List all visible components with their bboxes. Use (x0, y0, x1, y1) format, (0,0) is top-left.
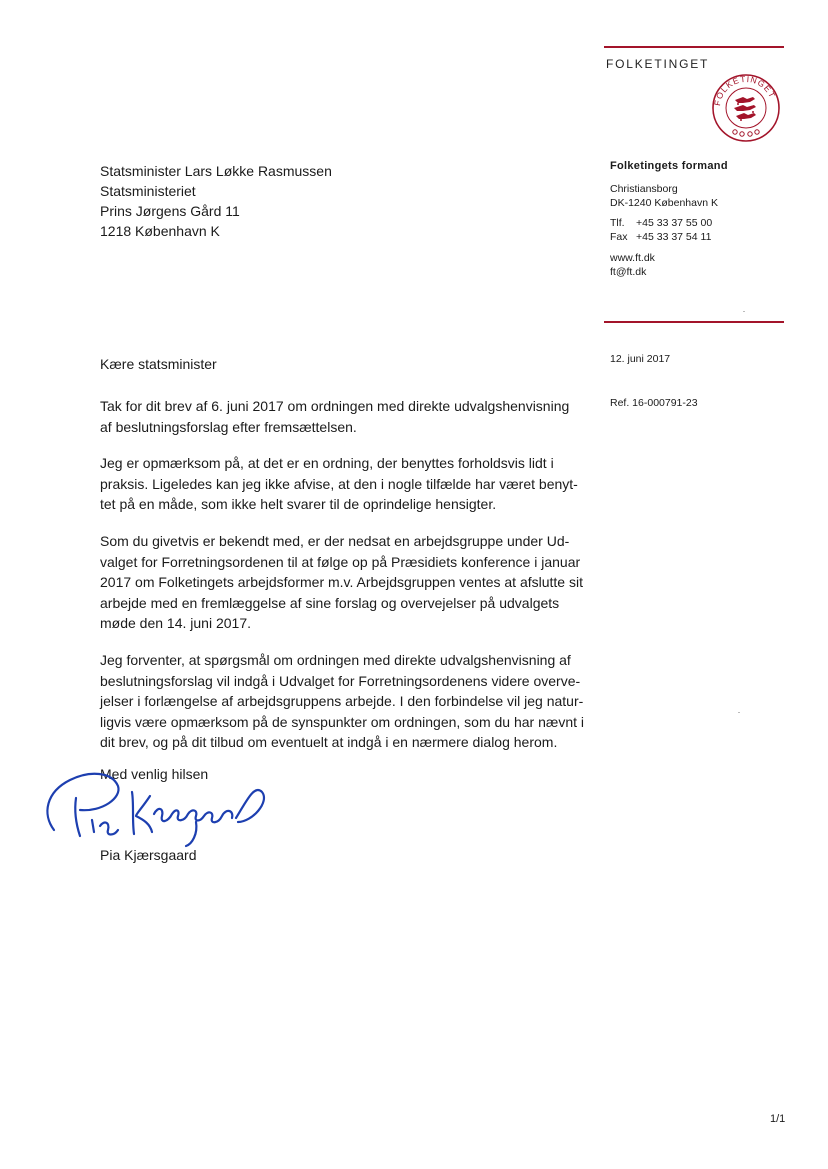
signer-name: Pia Kjærsgaard (100, 847, 197, 863)
scan-speck (738, 712, 740, 713)
body-paragraph-2 (100, 453, 590, 515)
sender-fax (610, 230, 711, 244)
paragraph-line: praksis. Ligeledes kan jeg ikke afvise, at den i nogle tilfælde har været benyt- (100, 475, 578, 492)
recipient-street: Prins Jørgens Gård 11 (100, 203, 240, 219)
sender-address-line2: DK-1240 København K (610, 197, 718, 209)
sender-title: Folketingets formand (610, 160, 728, 172)
paragraph-line: Jeg forventer, at spørgsmål om ordningen med direkte udvalgshenvisning af (100, 652, 571, 668)
recipient-office: Statsministeriet (100, 183, 196, 199)
sender-telephone (610, 216, 712, 230)
body-paragraph-3 (100, 531, 590, 634)
folketinget-seal-icon (711, 73, 781, 143)
handwritten-signature (40, 762, 275, 852)
closing-phrase: Med venlig hilsen (100, 766, 209, 782)
letter-date: 12. juni 2017 (610, 353, 671, 365)
telephone-label: Tlf. (610, 217, 625, 229)
paragraph-line: ligvis være opmærksom på de synspunkter om ordningen, som du har nævnt i (100, 713, 584, 730)
page-number: 1/1 (770, 1113, 786, 1125)
paragraph-line: dit brev, og på dit tilbud om eventuelt at indgå i en nærmere dialog herom. (100, 734, 558, 751)
paragraph-line: Jeg er opmærksom på, at det er en ordning, der benyttes forholdsvis lidt i (100, 455, 554, 471)
body-paragraph-1 (100, 396, 590, 437)
paragraph-line: Som du givetvis er bekendt med, er der nedsat en arbejdsgruppe under Ud- (100, 533, 570, 549)
svg-text:FOLKETINGET: FOLKETINGET (712, 73, 778, 107)
paragraph-line: af beslutningsforslag efter fremsættelsen. (100, 418, 357, 435)
paragraph-line: jelser i forlængelse af arbejdsgruppens arbejde. I den forbindelse vil jeg natur- (100, 693, 584, 710)
reference-number: Ref. 16-000791-23 (610, 397, 698, 409)
paragraph-line: valget for Forretningsordenen til at følge op på Præsidiets konference i januar (100, 553, 581, 570)
paragraph-line: tet på en måde, som ikke helt svarer til de oprindelige hensigter. (100, 496, 497, 513)
paragraph-line: beslutningsforslag vil indgå i Udvalget for Forretningsordenens videre overve- (100, 672, 581, 689)
scan-speck (743, 311, 745, 312)
sender-website: www.ft.dk (610, 252, 655, 264)
paragraph-line: arbejde med en fremlæggelse af sine forslag og overvejelser på udvalgets (100, 594, 560, 611)
fax-number: +45 33 37 54 11 (636, 231, 712, 243)
paragraph-line: møde den 14. juni 2017. (100, 615, 251, 632)
organization-name: FOLKETINGET (606, 57, 710, 71)
telephone-number: +45 33 37 55 00 (636, 217, 713, 229)
sender-address-line1: Christiansborg (610, 183, 678, 195)
paragraph-line: Tak for dit brev af 6. juni 2017 om ordningen med direkte udvalgshenvisning (100, 398, 570, 414)
salutation: Kære statsminister (100, 356, 217, 372)
letterhead-top-rule (604, 46, 784, 48)
letterhead-divider-rule (604, 321, 784, 323)
paragraph-line: 2017 om Folketingets arbejdsformer m.v. Arbejdsgruppen ventes at afslutte sit (100, 574, 583, 591)
sender-email: ft@ft.dk (610, 266, 647, 278)
fax-label: Fax (610, 231, 628, 243)
recipient-city: 1218 København K (100, 223, 220, 239)
recipient-name: Statsminister Lars Løkke Rasmussen (100, 163, 332, 179)
body-paragraph-4 (100, 650, 590, 753)
